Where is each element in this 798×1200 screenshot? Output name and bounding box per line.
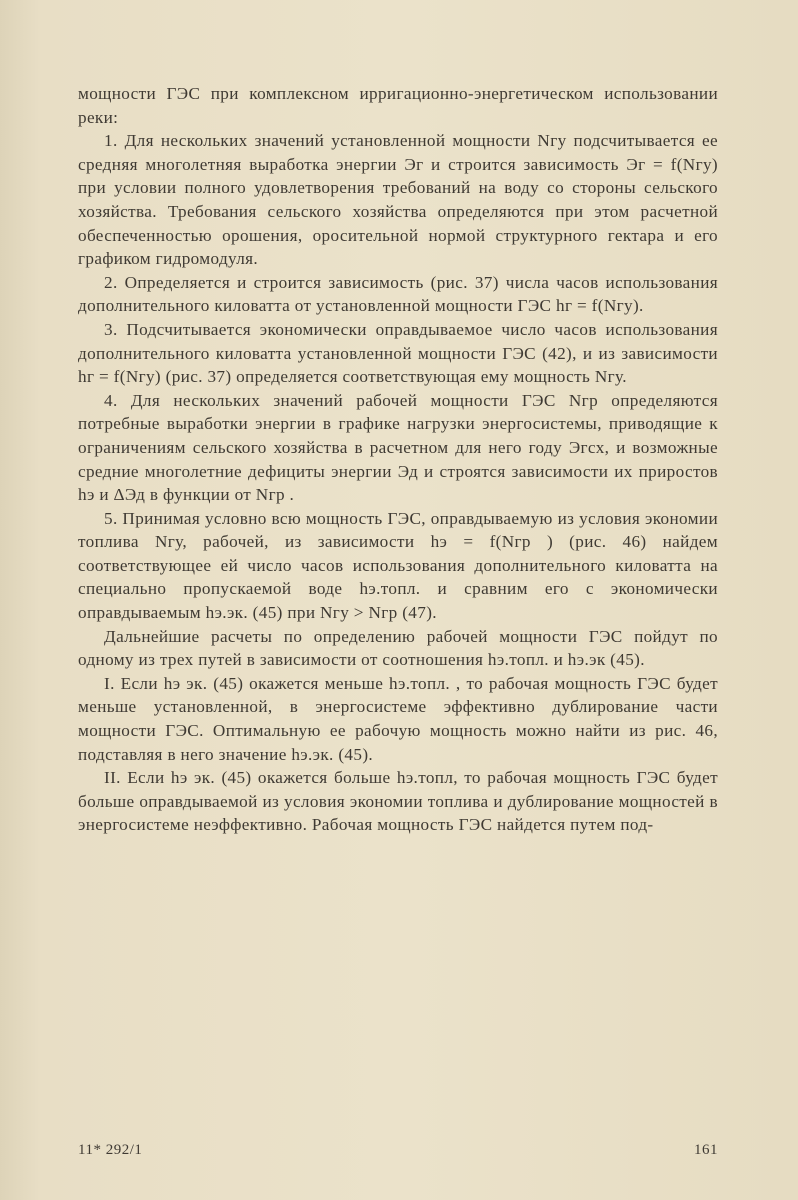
page-footer bbox=[78, 1142, 718, 1159]
printer-signature: 11* 292/1 bbox=[78, 1142, 143, 1158]
paragraph-step-3: 3. Подсчитывается экономически оправдываемое число часов использования дополнительного киловатта установленной мощности ГЭС (42), и из зависимости hᴦ = f(Nᴦу) (рис. 37) определяется соответствующая ему мощность Nᴦу. bbox=[78, 319, 718, 387]
paragraph-step-1: 1. Для нескольких значений установленной мощности Nᴦу подсчитывается ее средняя многолетняя выработка энергии Эᴦ и строится зависимость Эᴦ = f(Nᴦу) при условии полного удовлетворения требований на воду со стороны сельского хозяйства. Требования сельского хозяйства определяются при этом расчетной обеспеченностью орошения, оросительной нормой структурного гектара и его графиком гидромодуля. bbox=[78, 131, 718, 269]
body-text bbox=[78, 82, 718, 837]
paragraph-intro-continuation: мощности ГЭС при комплексном ирригационно-энергетическом использовании реки: bbox=[78, 84, 718, 127]
paragraph-step-2: 2. Определяется и строится зависимость (рис. 37) числа часов использования дополнительного киловатта от установленной мощности ГЭС hᴦ = f(Nᴦу). bbox=[78, 272, 718, 316]
paragraph-case-1: I. Если hэ эк. (45) окажется меньше hэ.топл. , то рабочая мощность ГЭС будет меньше установленной, в энергосистеме эффективно дублирование части мощности ГЭС. Оптимальную ее рабочую мощность можно найти из рис. 46, подставляя в него значение hэ.эк. (45). bbox=[78, 673, 718, 764]
paragraph-case-2: II. Если hэ эк. (45) окажется больше hэ.топл, то рабочая мощность ГЭС будет больше оправдываемой из условия экономии топлива и дублирование мощностей в энергосистеме неэффективно. Рабочая мощность ГЭС найдется путем под- bbox=[78, 768, 718, 835]
paragraph-step-4: 4. Для нескольких значений рабочей мощности ГЭС Nᴦр определяются потребные выработки энергии в графике нагрузки энергосистемы, приводящие к ограничениям сельского хозяйства в расчетном для него году Эᴦсх, и возможные средние многолетние дефициты энергии Эд и строятся зависимости их приростов hэ и ΔЭд в функции от Nᴦр . bbox=[78, 390, 718, 505]
paragraph-step-5: 5. Принимая условно всю мощность ГЭС, оправдываемую из условия экономии топлива Nᴦу, рабочей, из зависимости hэ = f(Nᴦр ) (рис. 46) найдем соответствующее ей число часов использования дополнительного киловатта на специально пропускаемой воде hэ.топл. и сравним его с экономически оправдываемым hэ.эк. (45) при Nᴦу > Nᴦр (47). bbox=[78, 508, 718, 623]
page-number: 161 bbox=[694, 1142, 718, 1158]
paragraph-further-calculations: Дальнейшие расчеты по определению рабочей мощности ГЭС пойдут по одному из трех путей в зависимости от соотношения hэ.топл. и hэ.эк (45). bbox=[78, 626, 718, 670]
